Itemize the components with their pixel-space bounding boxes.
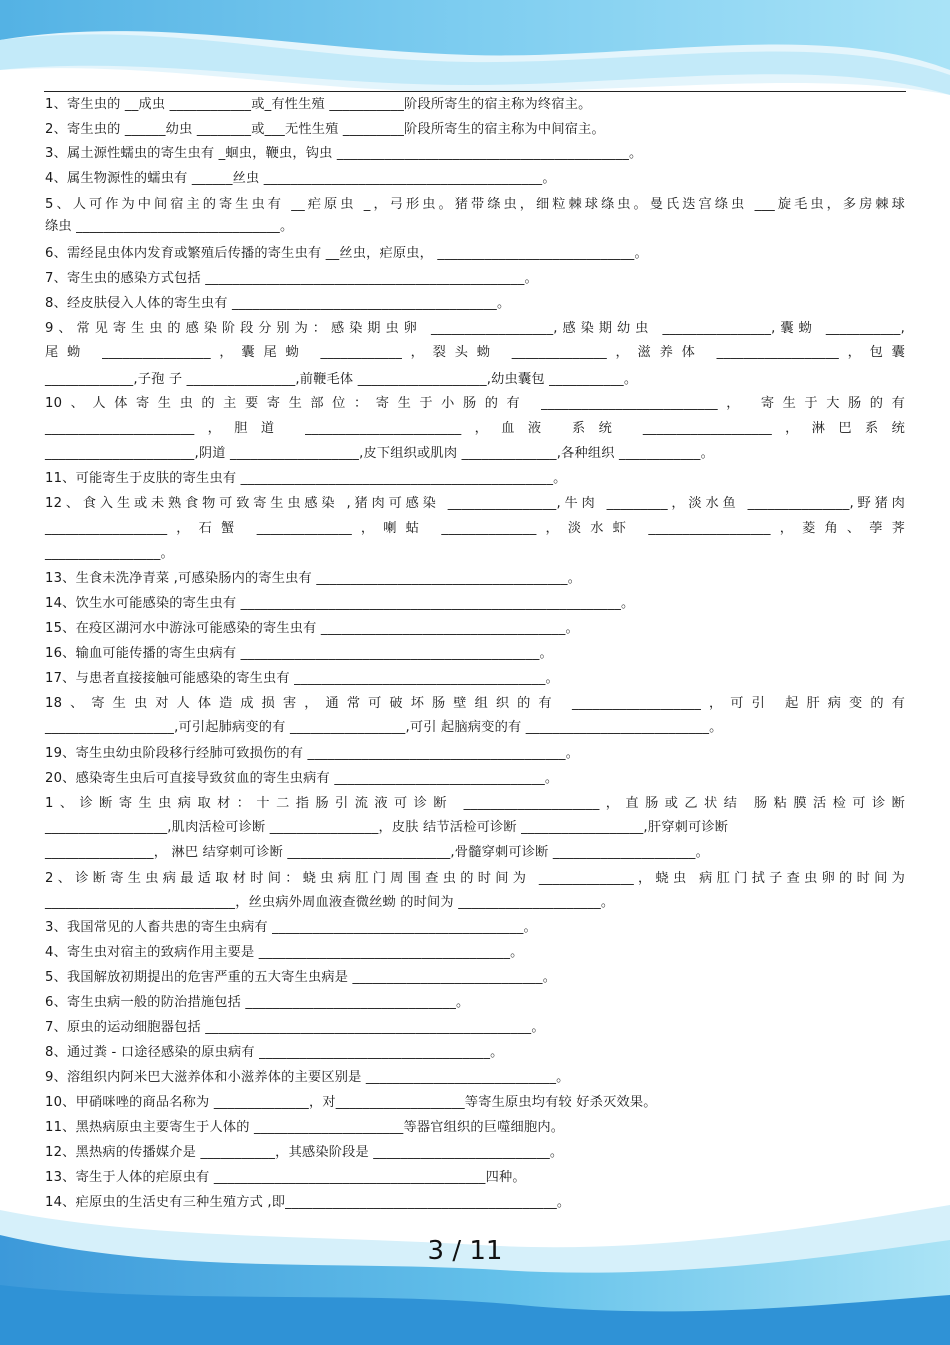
- question-line: __________________，石蟹 ______________，喇蛄 ______________，淡水虾 __________________，菱角、荸荠: [45, 521, 905, 536]
- question-line: 9、溶组织内阿米巴大滋养体和小滋养体的主要区别是 ____________________________。: [45, 1070, 570, 1085]
- question-line: 3、我国常见的人畜共患的寄生虫病有 _____________________________________。: [45, 920, 537, 935]
- page-number: 3 / 11: [427, 1236, 503, 1266]
- question-line: 5、我国解放初期提出的危害严重的五大寄生虫病是 ____________________________。: [45, 970, 557, 985]
- question-line: _________________。: [45, 546, 174, 561]
- question-line: 4、属生物源性的蠕虫有 ______丝虫 _________________________________________。: [45, 171, 556, 186]
- question-line: 2、诊断寄生虫病最适取材时间：蛲虫病肛门周围查虫的时间为 ______________，蛲虫 病肛门拭子查虫卵的时间为: [45, 871, 905, 886]
- question-line: 1、诊断寄生虫病取材：十二指肠引流液可诊断 ____________________，直肠或乙状结 肠粘膜活检可诊断: [45, 796, 905, 811]
- question-line: 6、需经昆虫体内发育或繁殖后传播的寄生虫有 __丝虫，疟原虫， _____________________________。: [45, 246, 648, 261]
- question-line: 1、寄生虫的 __成虫 ____________或_有性生殖 ___________阶段所寄生的宿主称为终宿主。: [45, 97, 592, 112]
- question-line: 6、寄生虫病一般的防治措施包括 _______________________________。: [45, 995, 470, 1010]
- question-line: ______________________，胆道 _______________________，血液 系统 ___________________，淋巴系统: [45, 421, 905, 436]
- question-line: 尾蚴 ________________，囊尾蚴 ____________，裂头蚴 ______________，滋养体 __________________，包囊: [45, 345, 905, 360]
- question-line: 10、人体寄生虫的主要寄生部位：寄生于小肠的有 __________________________， 寄生于大肠的有: [45, 396, 905, 411]
- question-line: _____________,子孢 子 ________________,前鞭毛体 ___________________,幼虫囊包 ___________。: [45, 372, 638, 387]
- question-line: 5、人可作为中间宿主的寄生虫有 __疟原虫 _，弓形虫。猪带绦虫，细粒棘球绦虫。曼氏迭宫绦虫 ___旋毛虫，多房棘球: [45, 197, 905, 212]
- question-line: 19、寄生虫幼虫阶段移行经肺可致损伤的有 ______________________________________。: [45, 746, 580, 761]
- question-line: 7、原虫的运动细胞器包括 ________________________________________________。: [45, 1020, 545, 1035]
- question-line: 12、食入生或未熟食物可致寄生虫感染 ,猪肉可感染 ________________,牛肉 _________，淡水鱼 _______________,野猪肉: [45, 496, 905, 511]
- header-rule: [44, 91, 906, 92]
- question-line: 11、黑热病原虫主要寄生于人体的 ______________________等器官组织的巨噬细胞内。: [45, 1120, 565, 1135]
- question-line: 2、寄生虫的 ______幼虫 ________或___无性生殖 _________阶段所寄生的宿主称为中间宿主。: [45, 122, 605, 137]
- question-line: 14、疟原虫的生活史有三种生殖方式 ,即________________________________________。: [45, 1195, 571, 1210]
- question-line: 绦虫 ______________________________。: [45, 219, 294, 234]
- question-line: 8、通过粪 - 口途径感染的原虫病有 __________________________________。: [45, 1045, 504, 1060]
- question-line: 4、寄生虫对宿主的致病作用主要是 _____________________________________。: [45, 945, 524, 960]
- question-line: 20、感染寄生虫后可直接导致贫血的寄生虫病有 _______________________________。: [45, 771, 559, 786]
- question-line: ____________________________，丝虫病外周血液查微丝蚴 的时间为 _____________________。: [45, 895, 615, 910]
- question-line: 12、黑热病的传播媒介是 ___________，其感染阶段是 __________________________。: [45, 1145, 564, 1160]
- footer-wave-decoration: [0, 1190, 950, 1345]
- question-line: 13、寄生于人体的疟原虫有 ________________________________________四种。: [45, 1170, 526, 1185]
- question-line: 16、输血可能传播的寄生虫病有 ____________________________________________。: [45, 646, 553, 661]
- question-line: 8、经皮肤侵入人体的寄生虫有 _______________________________________。: [45, 296, 511, 311]
- question-line: 3、属土源性蠕虫的寄生虫有 _蛔虫，鞭虫，钩虫 ___________________________________________。: [45, 146, 643, 161]
- question-line: ___________________,可引起肺病变的有 _________________,可引 起脑病变的有 ___________________________。: [45, 720, 723, 735]
- question-line: 13、生食未洗净青菜 ,可感染肠内的寄生虫有 _____________________________________。: [45, 571, 582, 586]
- question-line: 9、常见寄生虫的感染阶段分别为：感染期虫卵 __________________,感染期幼虫 ________________,囊蚴 ___________,: [45, 321, 905, 336]
- question-line: 14、饮生水可能感染的寄生虫有 ________________________________________________________。: [45, 596, 635, 611]
- question-line: 7、寄生虫的感染方式包括 _______________________________________________。: [45, 271, 538, 286]
- question-line: 18、寄生虫对人体造成损害，通常可破坏肠壁组织的有 ___________________，可引 起肝病变的有: [45, 696, 905, 711]
- question-line: 15、在疫区湖河水中游泳可能感染的寄生虫有 ____________________________________。: [45, 621, 579, 636]
- header-wave-decoration: [0, 0, 950, 110]
- question-line: 17、与患者直接接触可能感染的寄生虫有 _____________________________________。: [45, 671, 559, 686]
- question-line: 11、可能寄生于皮肤的寄生虫有 ______________________________________________。: [45, 471, 567, 486]
- question-line: __________________,肌肉活检可诊断 ________________，皮肤 结节活检可诊断 __________________,肝穿刺可诊断: [45, 820, 729, 835]
- question-line: ______________________,阴道 ___________________,皮下组织或肌肉 ______________,各种组织 ____________。: [45, 446, 714, 461]
- question-line: 10、甲硝咪唑的商品名称为 ______________，对___________________等寄生原虫均有较 好杀灭效果。: [45, 1095, 657, 1110]
- question-line: ________________， 淋巴 结穿刺可诊断 ________________________,骨髓穿刺可诊断 _____________________。: [45, 845, 709, 860]
